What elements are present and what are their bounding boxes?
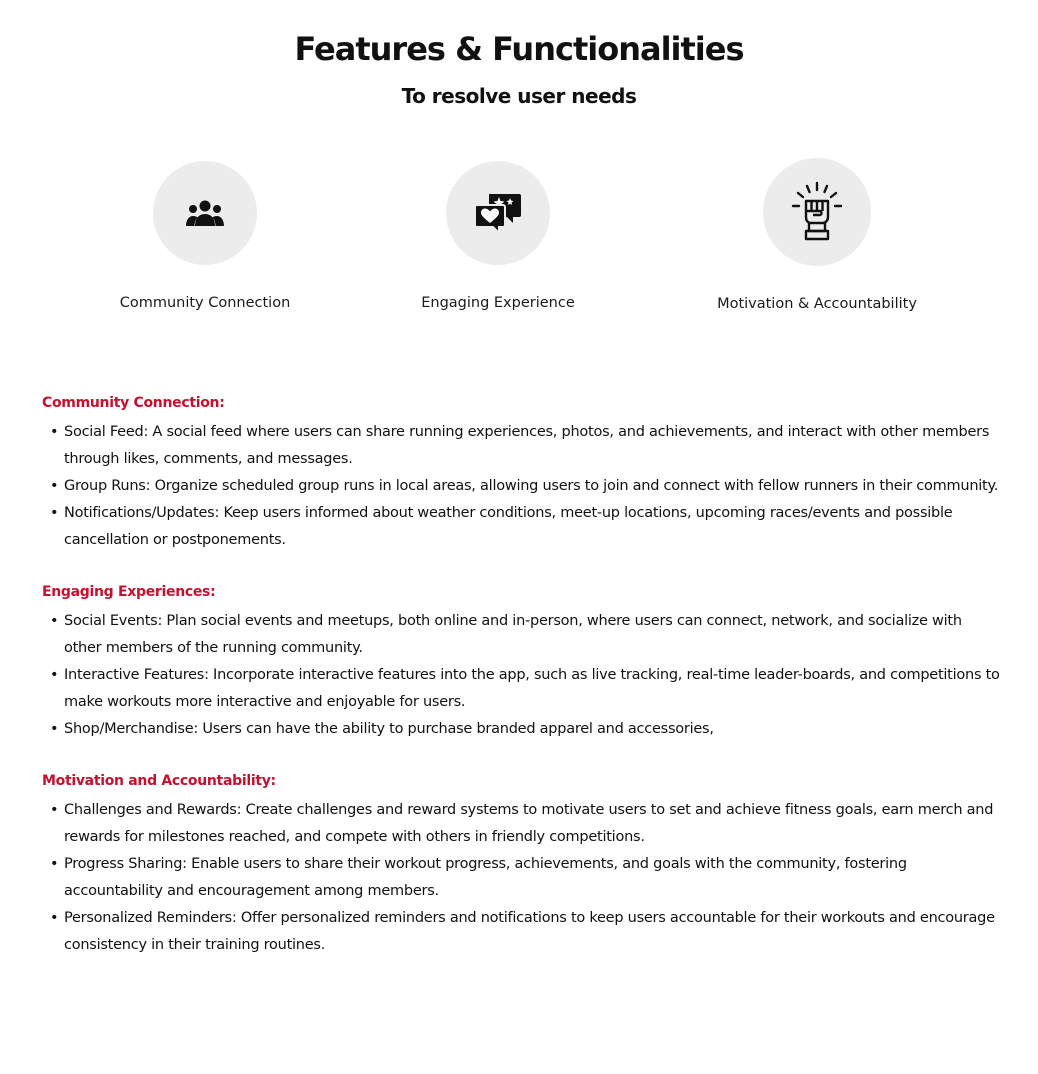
list-item: • Social Feed: A social feed where users can share running experiences, photos, and achievements, and interact with other members through likes, comments, and messages. (42, 419, 1002, 473)
chat-heart-sparkle-icon (473, 191, 523, 235)
section-engaging-experiences (42, 581, 1002, 743)
feature-motivation-accountability (687, 158, 947, 312)
section-heading: Engaging Experiences: (42, 584, 216, 600)
bullet-list (42, 608, 1002, 743)
list-item: • Personalized Reminders: Offer personalized reminders and notifications to keep users accountable for their workouts and encourage consistency in their training routines. (42, 905, 1002, 959)
list-item: • Progress Sharing: Enable users to share their workout progress, achievements, and goals with the community, fostering accountability and encouragement among members. (42, 851, 1002, 905)
bullet-list (42, 797, 1002, 959)
feature-icon-circle (763, 158, 871, 266)
list-item: • Shop/Merchandise: Users can have the ability to purchase branded apparel and accessories, (42, 716, 1002, 743)
feature-community-connection (75, 158, 335, 311)
section-motivation-accountability (42, 770, 1002, 959)
section-heading: Community Connection: (42, 395, 225, 411)
people-group-icon (185, 198, 225, 228)
feature-engaging-experience (368, 158, 628, 311)
feature-details (42, 392, 1002, 986)
page-subtitle: To resolve user needs (401, 84, 637, 108)
feature-label: Motivation & Accountability (717, 296, 917, 312)
list-item: • Notifications/Updates: Keep users informed about weather conditions, meet-up locations, upcoming races/events and possible cancellation or postponements. (42, 500, 1002, 554)
feature-label: Community Connection (119, 295, 291, 311)
bullet-list (42, 419, 1002, 554)
section-heading: Motivation and Accountability: (42, 773, 276, 789)
section-community-connection (42, 392, 1002, 554)
feature-icon-circle (153, 161, 257, 265)
list-item: • Group Runs: Organize scheduled group runs in local areas, allowing users to join and connect with fellow runners in their community. (42, 473, 1002, 500)
list-item: • Interactive Features: Incorporate interactive features into the app, such as live tracking, real-time leader-boards, and competitions to make workouts more interactive and enjoyable for users. (42, 662, 1002, 716)
list-item: • Challenges and Rewards: Create challenges and reward systems to motivate users to set and achieve fitness goals, earn merch and rewards for milestones reached, and compete with others in friendly competitions. (42, 797, 1002, 851)
raised-fist-icon (787, 181, 847, 243)
feature-icon-circle (446, 161, 550, 265)
feature-label: Engaging Experience (421, 295, 575, 311)
list-item: • Social Events: Plan social events and meetups, both online and in-person, where users can connect, network, and socialize with other members of the running community. (42, 608, 1002, 662)
page-title: Features & Functionalities (294, 30, 744, 68)
